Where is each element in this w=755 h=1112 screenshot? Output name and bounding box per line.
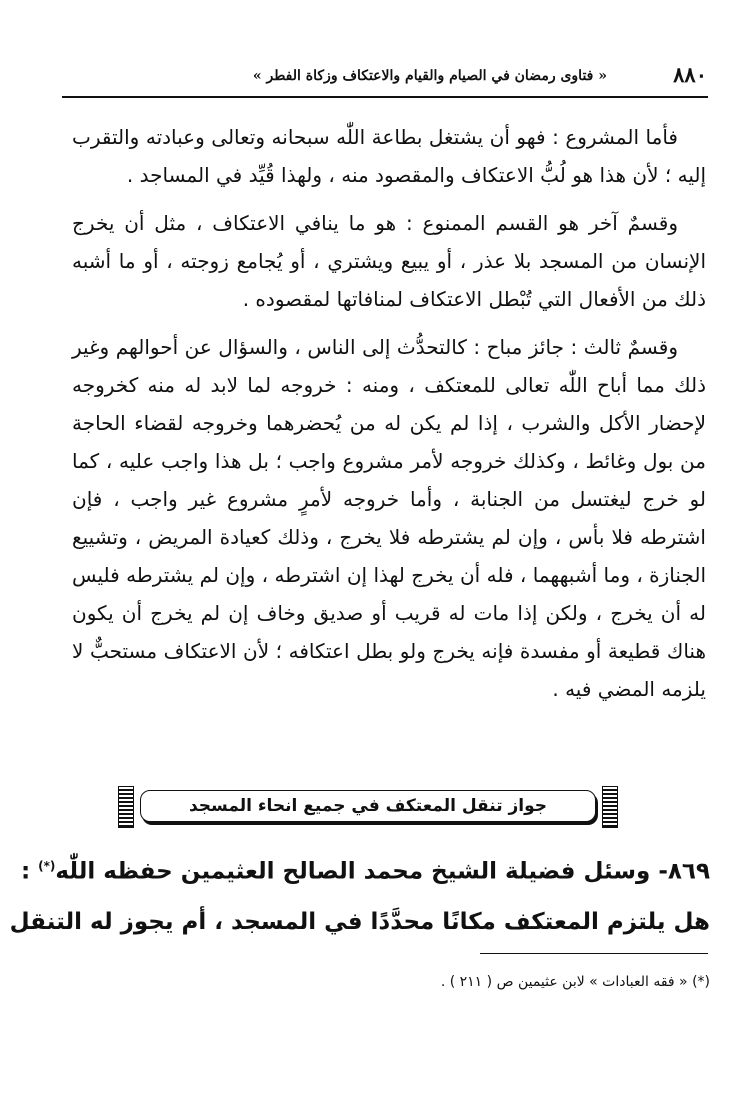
- page-number: ٨٨٠: [673, 62, 707, 87]
- footnote: (*) « فقه العبادات » لابن عثيمين ص ( ٢١١ ) .: [440, 974, 710, 990]
- section-heading: جواز تنقل المعتكف في جميع انحاء المسجد: [140, 790, 596, 822]
- question-text: هل يلتزم المعتكف مكانًا محدَّدًا في المسجد ، أم يجوز له التنقل: [9, 909, 710, 935]
- banner-scroll-end-left: [118, 786, 134, 828]
- question-heading-text: ٨٦٩- وسئل فضيلة الشيخ محمد الصالح العثيمين حفظه اللّٰه: [55, 858, 710, 885]
- header-divider: [62, 96, 708, 98]
- running-header: [62, 62, 707, 88]
- paragraph-forbidden: وقسمٌ آخر هو القسم الممنوع : هو ما ينافي الاعتكاف ، مثل أن يخرج الإنسان من المسجد بلا عذر ، أو يبيع ويشتري ، أو يُجامع زوجته ، أو ما أشبه ذلك من الأفعال التي تُبْطل الاعتكاف لمنافاتها لمقصوده .: [72, 211, 706, 311]
- banner-scroll-end-right: [602, 786, 618, 828]
- question-heading: [20, 848, 710, 890]
- paragraph-permissible: وقسمٌ ثالث : جائز مباح : كالتحدُّث إلى الناس ، والسؤال عن أحوالهم وغير ذلك مما أباح اللّٰه تعالى للمعتكف ، ومنه : خروجه لما لابد له منه كخروجه لإحضار الأكل والشرب ، إذا لم يكن له من يُحضرهما وخروجه لقضاء الحاجة من بول وغائط ، وكذلك خروجه لأمر مشروع واجب ؛ بل هذا واجب عليه ، كما لو خرج ليغتسل من الجنابة ، وأما خروجه لأمرٍ مشروع غير واجب ، فإن اشترطه فلا بأس ، وإن لم يشترطه فلا يخرج ، وذلك كعيادة المريض ، وتشييع الجنازة ، وما أشبههما ، فله أن يخرج لهذا إن اشترطه ، وإن لم يشترطه فليس له أن يخرج ، ولكن إذا مات له قريب أو صديق وخاف إن لم يخرج أن يكون هناك قطيعة أو مفسدة فإنه يخرج ولو بطل اعتكافه ؛ لأن الاعتكاف مستحبٌّ لا يلزمه المضي فيه .: [72, 335, 706, 701]
- question-heading-colon: :: [20, 858, 39, 885]
- body-text: [72, 118, 706, 708]
- paragraph-lawful: فأما المشروع : فهو أن يشتغل بطاعة اللّٰه سبحانه وتعالى وعبادته والتقرب إليه ؛ لأن هذا هو لُبُّ الاعتكاف والمقصود منه ، ولهذا قُيِّد في المساجد .: [72, 125, 706, 187]
- section-banner: [118, 786, 618, 826]
- running-title: « فتاوى رمضان في الصيام والقيام والاعتكاف وزكاة الفطر »: [252, 68, 607, 84]
- footnote-marker: (*): [38, 859, 56, 873]
- footnote-divider: [480, 953, 708, 954]
